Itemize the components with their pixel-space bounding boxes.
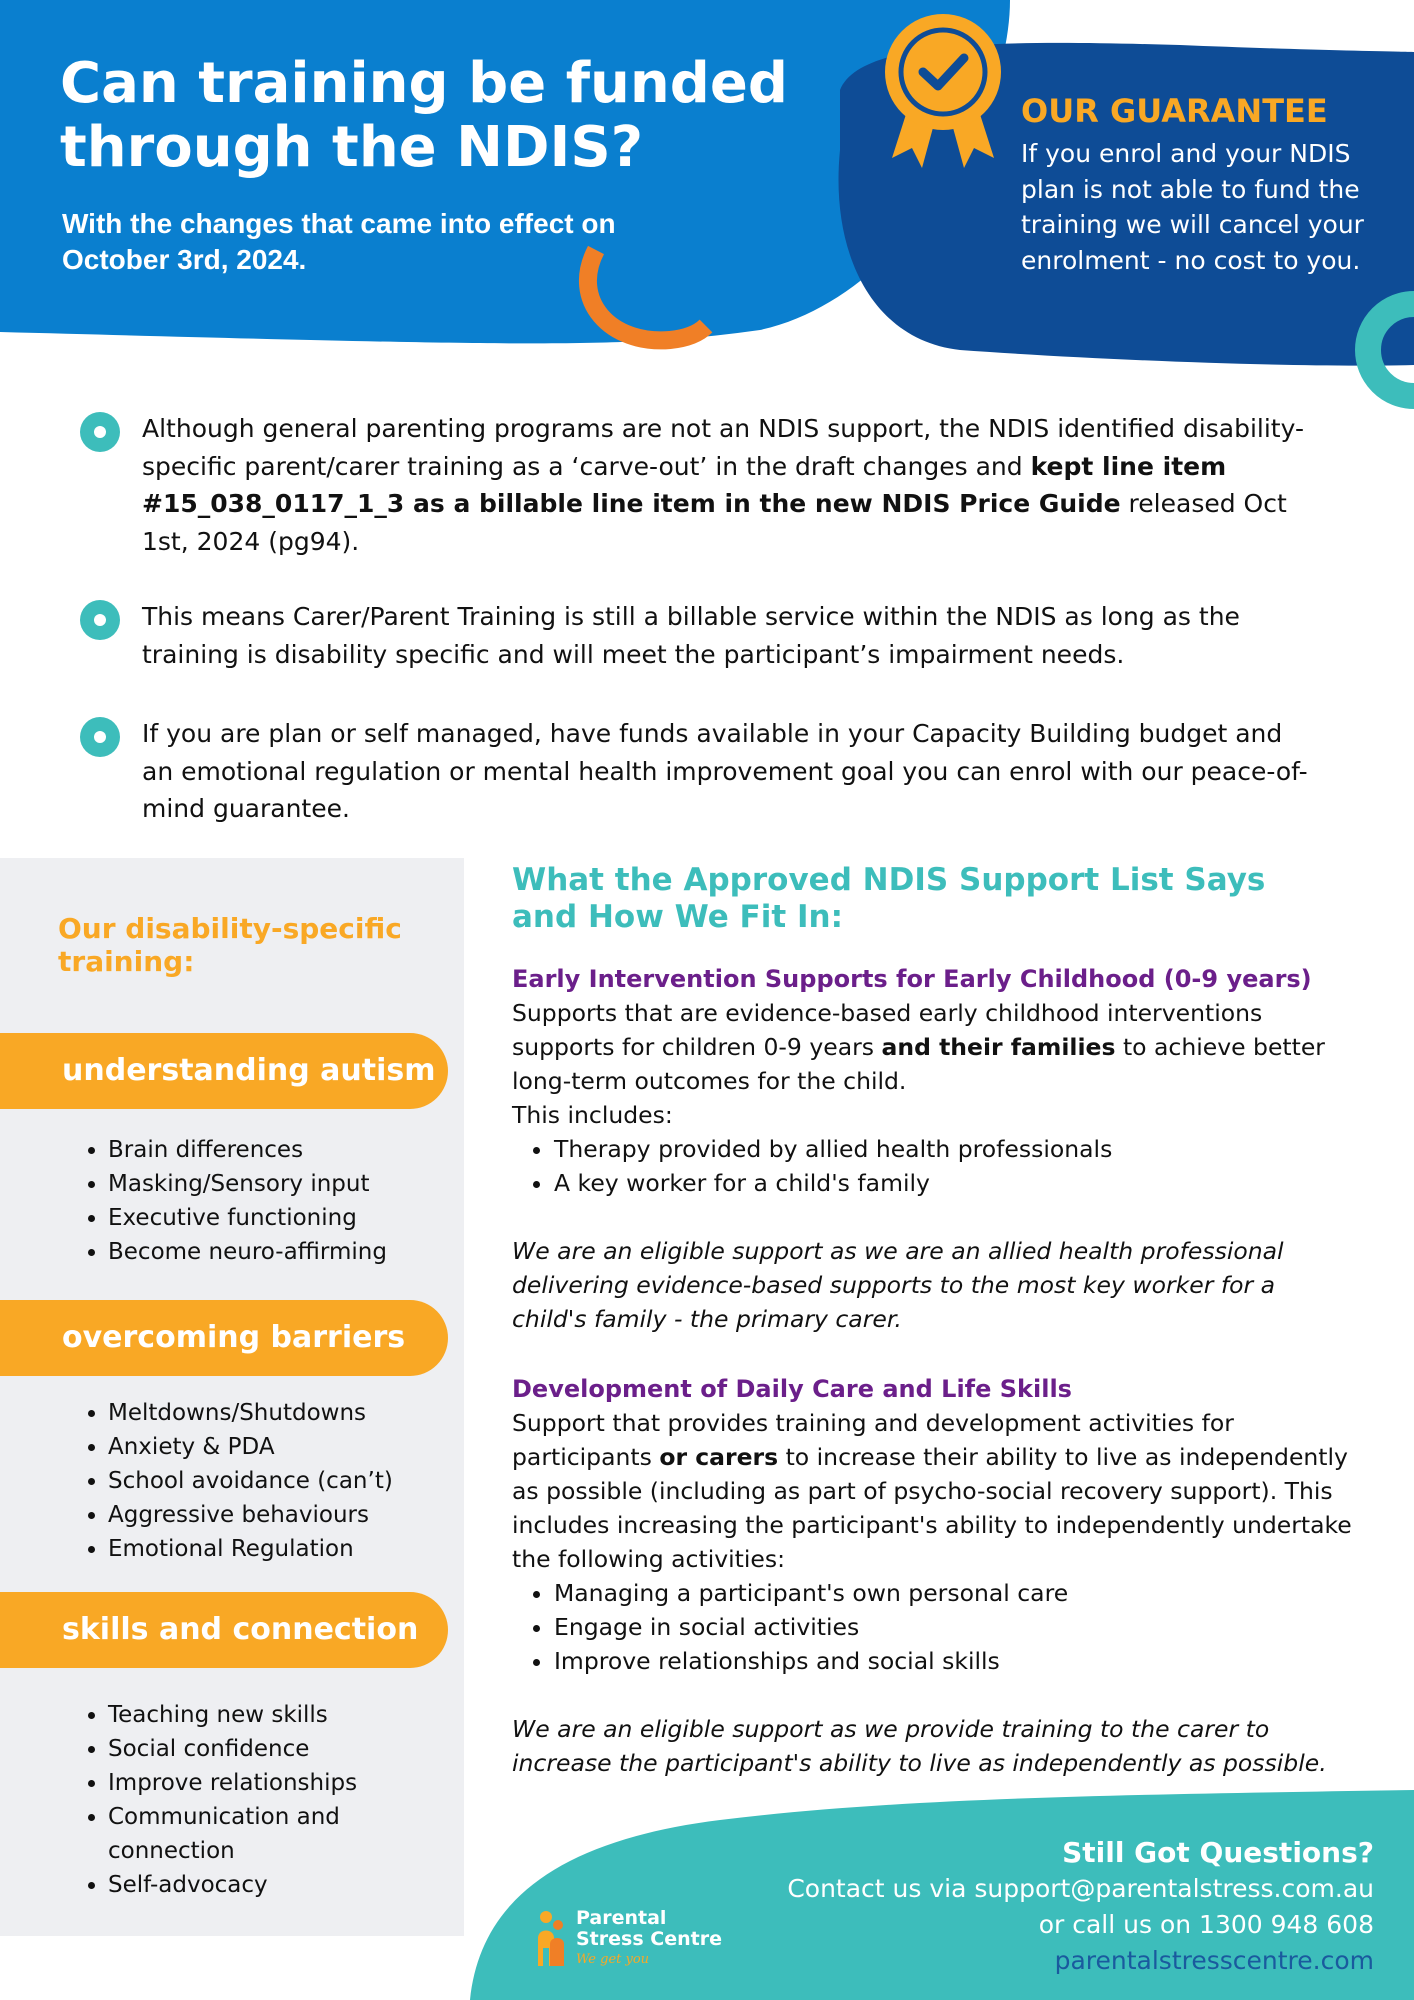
award-checkmark-icon (878, 8, 1008, 168)
list-item: • Managing a participant's own personal care (554, 1576, 1352, 1610)
brand-logo (536, 1906, 756, 1974)
section-daily-care (512, 1372, 1352, 1780)
section-list (512, 1132, 1352, 1200)
guarantee-title: OUR GUARANTEE (1021, 92, 1328, 130)
list-item: • Anxiety & PDA (108, 1430, 458, 1464)
info-bullet-carve-out (80, 410, 1320, 560)
section-body: Support that provides training and development activities for participants or carers to increase their ability to live as independently as possible (including as part of psycho-social recovery support). This includes increasing the participant's ability to independently undertake the following activities: (512, 1409, 1352, 1573)
training-pill-understanding-autism: understanding autism (0, 1033, 448, 1109)
training-list-overcoming-barriers (78, 1396, 458, 1566)
bullet-circle-icon (80, 412, 120, 452)
bullet-text: This means Carer/Parent Training is still a billable service within the NDIS as long as the training is disability specific and will meet the participant’s impairment needs. (142, 602, 1240, 669)
info-bullet-billable (80, 598, 1320, 673)
logo-name: Parental Stress Centre (576, 1907, 722, 1950)
contact-phone-link[interactable]: or call us on 1300 948 608 (1038, 1910, 1374, 1939)
list-item: • Teaching new skills (108, 1698, 458, 1732)
list-item: • School avoidance (can’t) (108, 1464, 458, 1498)
bullet-circle-icon (80, 600, 120, 640)
family-logo-icon (536, 1910, 566, 1966)
list-item: • Emotional Regulation (108, 1532, 458, 1566)
list-item: • Executive functioning (108, 1201, 458, 1235)
info-bullet-guarantee (80, 715, 1320, 828)
section-early-intervention (512, 962, 1352, 1336)
list-item: • A key worker for a child's family (554, 1166, 1352, 1200)
list-item: • Brain differences (108, 1133, 458, 1167)
support-list-title: What the Approved NDIS Support List Says and How We Fit In: (512, 862, 1266, 935)
list-item: • Meltdowns/Shutdowns (108, 1396, 458, 1430)
list-item: • Social confidence (108, 1732, 458, 1766)
contact-email-link[interactable]: Contact us via support@parentalstress.com.au (787, 1874, 1374, 1903)
section-includes: This includes: (512, 1101, 673, 1129)
list-item: • Communication and connection (108, 1800, 458, 1868)
list-item: • Aggressive behaviours (108, 1498, 458, 1532)
bullet-text: Although general parenting programs are not an NDIS support, the NDIS identified disability-specific parent/carer training as a ‘carve-out’ in the draft changes and kept line item #15_038_0117_1_3 as a billable line item in the new NDIS Price Guide released Oct 1st, 2024 (pg94). (142, 414, 1304, 556)
section-note: We are an eligible support as we are an allied health professional delivering evidence-based supports to the most key worker for a child's family - the primary carer. (512, 1237, 1284, 1333)
page-subtitle: With the changes that came into effect on October 3rd, 2024. (62, 208, 616, 275)
list-item: • Therapy provided by allied health professionals (554, 1132, 1352, 1166)
list-item: • Masking/Sensory input (108, 1167, 458, 1201)
footer-question: Still Got Questions? (1062, 1836, 1374, 1869)
bullet-circle-icon (80, 717, 120, 757)
bullet-text: If you are plan or self managed, have funds available in your Capacity Building budget and an emotional regulation or mental health improvement goal you can enrol with our peace-of-mind guarantee. (142, 719, 1308, 823)
training-pill-overcoming-barriers: overcoming barriers (0, 1300, 448, 1376)
section-heading: Early Intervention Supports for Early Childhood (0-9 years) (512, 965, 1312, 993)
page-title: Can training be funded through the NDIS? (60, 51, 788, 180)
website-link[interactable]: parentalstresscentre.com (1054, 1946, 1374, 1975)
section-body: Supports that are evidence-based early childhood interventions supports for children 0-9 years and their families to achieve better long-term outcomes for the child. (512, 999, 1325, 1095)
list-item: • Improve relationships and social skills (554, 1644, 1352, 1678)
section-note: We are an eligible support as we provide training to the carer to increase the participant's ability to live as independently as possible. (512, 1715, 1327, 1777)
list-item: • Improve relationships (108, 1766, 458, 1800)
section-heading: Development of Daily Care and Life Skills (512, 1375, 1072, 1403)
guarantee-text: If you enrol and your NDIS plan is not able to fund the training we will cancel your enrolment - no cost to you. (1021, 139, 1364, 275)
training-list-understanding-autism (78, 1133, 458, 1269)
training-heading: Our disability-specific training: (58, 912, 402, 978)
list-item: • Become neuro-affirming (108, 1235, 458, 1269)
list-item: • Self-advocacy (108, 1868, 458, 1902)
logo-tagline: We get you (576, 1952, 650, 1967)
training-pill-skills-and-connection: skills and connection (0, 1592, 448, 1668)
section-list (512, 1576, 1352, 1678)
list-item: • Engage in social activities (554, 1610, 1352, 1644)
